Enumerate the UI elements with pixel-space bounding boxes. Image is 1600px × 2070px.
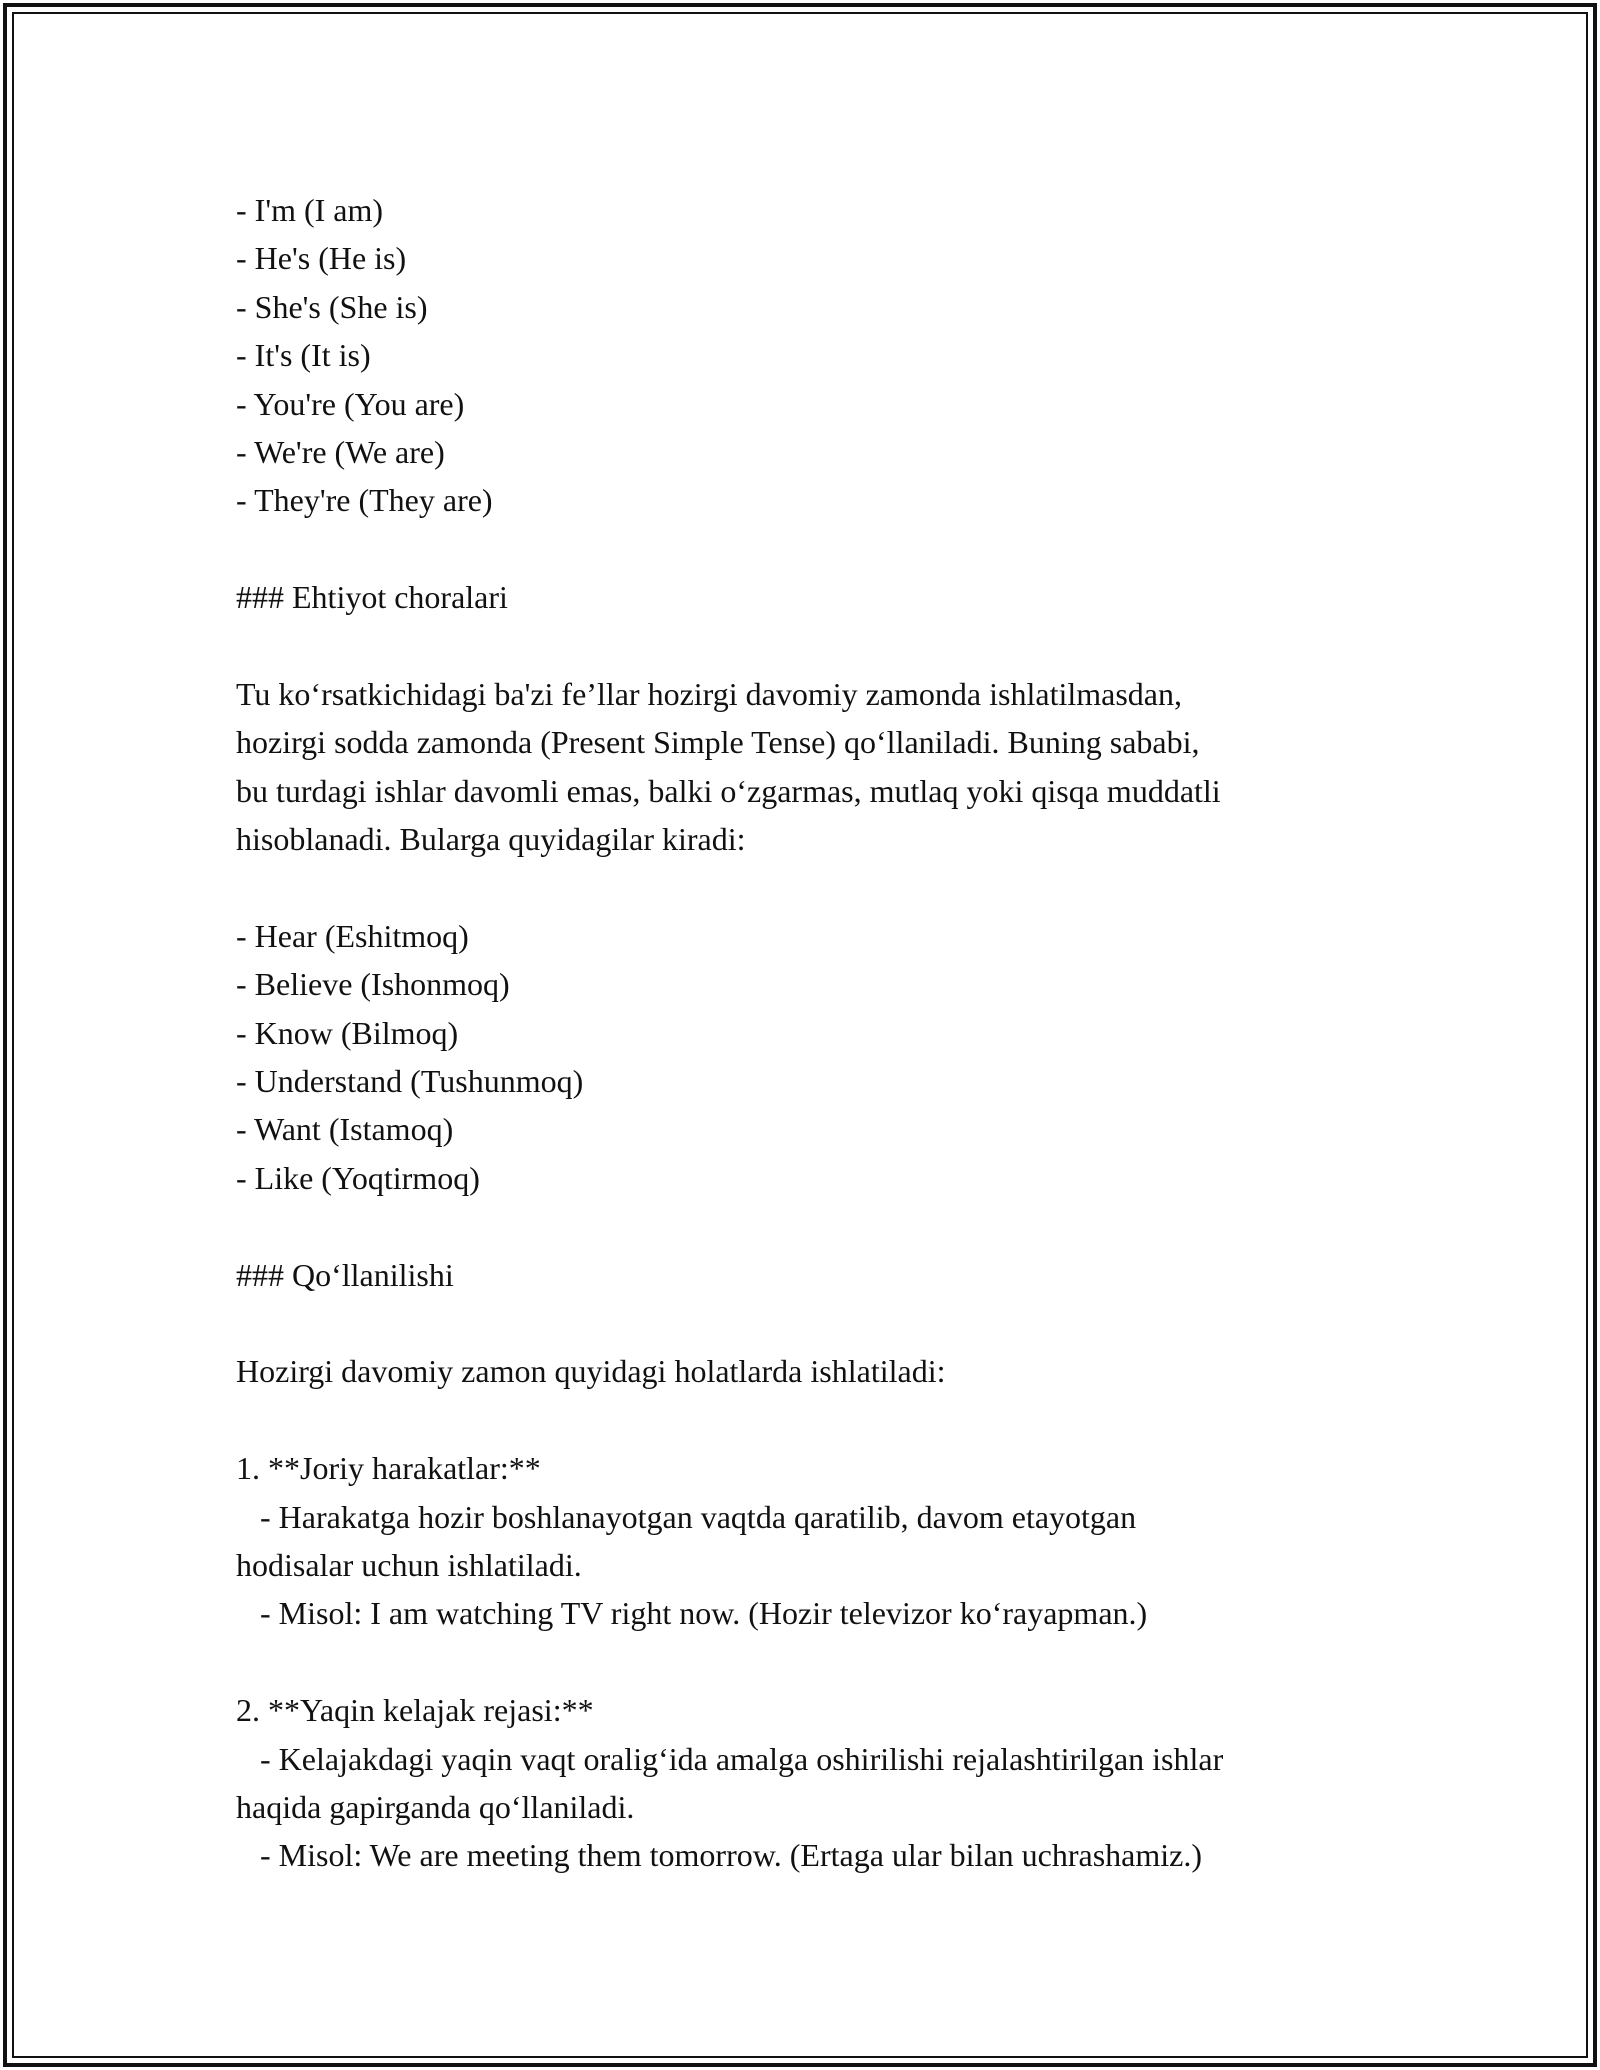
usage-item-title: 1. **Joriy harakatlar:** (236, 1450, 541, 1487)
usage-item-description: - Harakatga hozir boshlanayotgan vaqtda qaratilib, davom etayotgan (236, 1498, 1137, 1535)
spacer (236, 1638, 1416, 1686)
verbs-list (236, 912, 1416, 1202)
list-item: - Understand (Tushunmoq) (236, 1063, 584, 1100)
usage-item-description: - Kelajakdagi yaqin vaqt oraligʻida amalga oshirilishi rejalashtirilgan ishlar (236, 1740, 1224, 1777)
paragraph-line: bu turdagi ishlar davomli emas, balki oʻzgarmas, mutlaq yoki qisqa muddatli (236, 772, 1221, 809)
usage-item-2 (236, 1686, 1416, 1880)
contractions-list (236, 186, 1416, 525)
spacer (236, 525, 1416, 573)
list-item: - Hear (Eshitmoq) (236, 917, 469, 954)
caution-paragraph (236, 670, 1416, 864)
paragraph-line: Tu koʻrsatkichidagi ba'zi fe’llar hozirgi davomiy zamonda ishlatilmasdan, (236, 675, 1182, 712)
paragraph-line: hozirgi sodda zamonda (Present Simple Tense) qoʻllaniladi. Buning sababi, (236, 724, 1200, 761)
spacer (236, 622, 1416, 670)
list-item: - Know (Bilmoq) (236, 1014, 459, 1051)
section-heading-usage: ### Qoʻllanilishi (236, 1256, 454, 1293)
list-item: - He's (He is) (236, 240, 407, 277)
document-body (236, 186, 1416, 1880)
list-item: - You're (You are) (236, 385, 465, 422)
list-item: - They're (They are) (236, 482, 493, 519)
spacer (236, 1202, 1416, 1250)
section-heading-caution: ### Ehtiyot choralari (236, 579, 508, 616)
usage-item-example: - Misol: We are meeting them tomorrow. (Ertaga ular bilan uchrashamiz.) (236, 1837, 1202, 1874)
spacer (236, 863, 1416, 911)
usage-item-description: haqida gapirganda qoʻllaniladi. (236, 1788, 635, 1825)
list-item: - It's (It is) (236, 337, 371, 374)
list-item: - Want (Istamoq) (236, 1111, 454, 1148)
usage-item-description: hodisalar uchun ishlatiladi. (236, 1546, 582, 1583)
list-item: - She's (She is) (236, 288, 428, 325)
usage-item-title: 2. **Yaqin kelajak rejasi:** (236, 1692, 594, 1729)
list-item: - Like (Yoqtirmoq) (236, 1159, 480, 1196)
list-item: - I'm (I am) (236, 192, 384, 228)
usage-item-example: - Misol: I am watching TV right now. (Hozir televizor koʻrayapman.) (236, 1595, 1148, 1632)
paragraph-line: hisoblanadi. Bularga quyidagilar kiradi: (236, 821, 746, 858)
spacer (236, 1396, 1416, 1444)
spacer (236, 1299, 1416, 1347)
list-item: - Believe (Ishonmoq) (236, 966, 510, 1003)
list-item: - We're (We are) (236, 433, 445, 470)
usage-item-1 (236, 1444, 1416, 1638)
usage-intro: Hozirgi davomiy zamon quyidagi holatlarda ishlatiladi: (236, 1353, 946, 1390)
